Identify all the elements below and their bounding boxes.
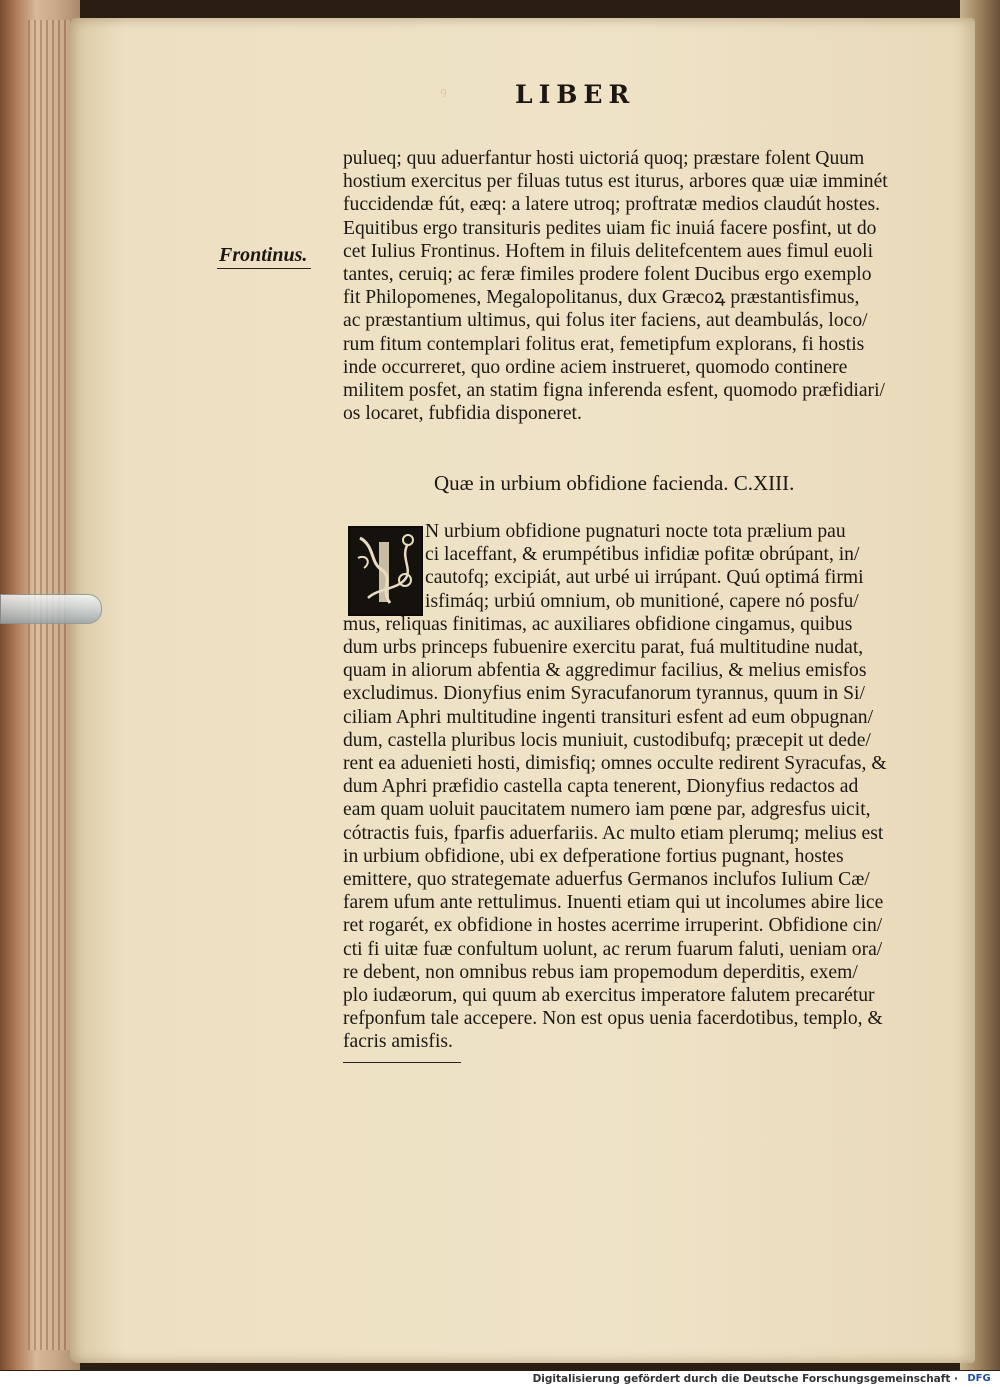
running-head: LIBER xyxy=(515,80,636,109)
text-line: ciliam Aphri multitudine ingenti transituri esfent ad eum obpugnan/ xyxy=(343,706,874,728)
text-line: re debent, non omnibus rebus iam propemodum deperditis, exem/ xyxy=(343,961,858,983)
paragraph-2 xyxy=(343,520,903,1054)
text-line: ac præstantium ultimus, qui folus iter faciens, aut deambulás, loco/ xyxy=(343,310,868,332)
text-line: dum Aphri præfidio castella capta tenerent, Dionyfius redactos ad xyxy=(343,776,859,798)
text-line: fuccidendæ fút, eæq: a latere utroq; proftratæ medios claudút hostes. xyxy=(343,194,881,216)
text-line: cótractis fuis, fparfis aduerfariis. Ac multo etiam plerumq; melius est xyxy=(343,822,884,844)
text-line: ret rogarét, ex obfidione in hostes acerrime irruperint. Obfidione cin/ xyxy=(343,915,883,937)
text-line: ci laceffant, & erumpétibus infidiæ pofitæ obrúpant, in/ xyxy=(425,544,860,566)
text-line: pulueq; quu aduerfantur hosti uictoriá quoq; præstare folent Quum xyxy=(343,148,865,169)
text-line: os locaret, fubfidia disponeret. xyxy=(343,403,582,425)
text-line: quam in aliorum abfentia & aggredimur facilius, & melius emisfos xyxy=(343,660,867,682)
text-line: Equitibus ergo transituris pedites uiam fic inuiá facere posfint, ut do xyxy=(343,217,877,239)
footer-credit: Digitalisierung gefördert durch die Deutsche Forschungsgemeinschaft · xyxy=(532,1373,958,1385)
glass-pointer-clip xyxy=(0,594,102,624)
show-through-text: ꝰ xyxy=(440,84,447,104)
text-line: refponfum tale accepere. Non est opus uenia facerdotibus, templo, & xyxy=(343,1008,883,1030)
text-line: emittere, quo strategemate aduerfus Germanos inclufos Iulium Cæ/ xyxy=(343,869,870,891)
chapter-heading: Quæ in urbium obfidione facienda. C.XIII. xyxy=(434,471,795,495)
text-line: cautofq; excipiát, aut urbé ui irrúpant. Quú optimá firmi xyxy=(425,567,864,589)
text-line: N urbium obfidione pugnaturi nocte tota prælium pau xyxy=(425,521,846,542)
text-line: tantes, ceruiq; ac feræ fimiles prodere folent Ducibus ergo exemplo xyxy=(343,264,872,286)
text-line: facris amisfis. xyxy=(343,1031,453,1053)
text-line: mus, reliquas finitimas, ac auxiliares obfidione cingamus, quibus xyxy=(343,613,853,635)
text-line: cet Iulius Frontinus. Hoftem in filuis delitefcentem aues fimul euoli xyxy=(343,240,874,262)
text-line: cti fi uitæ fuæ confultum uolunt, ac rerum fuarum faluti, ueniam ora/ xyxy=(343,938,883,960)
text-line: eam quam uoluit paucitatem numero iam pœne par, adgresfus uicit, xyxy=(343,799,871,821)
text-line: dum urbs princeps fubuenire exercitu parat, fuá multitudine nudat, xyxy=(343,637,864,659)
text-line: isfimáq; urbiú omnium, ob munitioné, capere nó posfu/ xyxy=(425,590,859,612)
text-line: inde occurreret, quo ordine aciem instrueret, quomodo continere xyxy=(343,356,848,378)
text-line: farem ufum ante rettulimus. Inuenti etiam qui ut incolumes abire lice xyxy=(343,892,884,914)
dfg-logo-icon: DFG xyxy=(967,1373,991,1384)
text-line: in urbium obfidione, ubi ex defperatione fortius pugnant, hostes xyxy=(343,845,844,867)
paragraph-1 xyxy=(343,147,903,425)
text-line: hostium exercitus per filuas tutus est iturus, arbores quæ uiæ imminét xyxy=(343,171,888,193)
text-line: fit Philopomenes, Megalopolitanus, dux Græcoꝝ præstantisfimus, xyxy=(343,287,860,309)
underline-rule xyxy=(343,1062,461,1063)
text-line: rent ea aduenieti hosti, dimisfiq; omnes occulte redirent Syracufas, & xyxy=(343,753,887,775)
text-line: plo iudæorum, qui quum ab exercitus imperatore falutem precarétur xyxy=(343,985,875,1007)
text-line: rum fitum contemplari folitus erat, femetipfum explorans, fi hostis xyxy=(343,333,865,355)
marginal-note: Frontinus. xyxy=(219,244,308,266)
text-line: dum, castella pluribus locis muniuit, custodibufq; præcepit ut dede/ xyxy=(343,729,871,751)
text-line: excludimus. Dionyfius enim Syracufanorum tyrannus, quum in Si/ xyxy=(343,683,865,705)
text-line: militem posfet, an statim figna inferenda esfent, quomodo præfidiari/ xyxy=(343,380,885,402)
